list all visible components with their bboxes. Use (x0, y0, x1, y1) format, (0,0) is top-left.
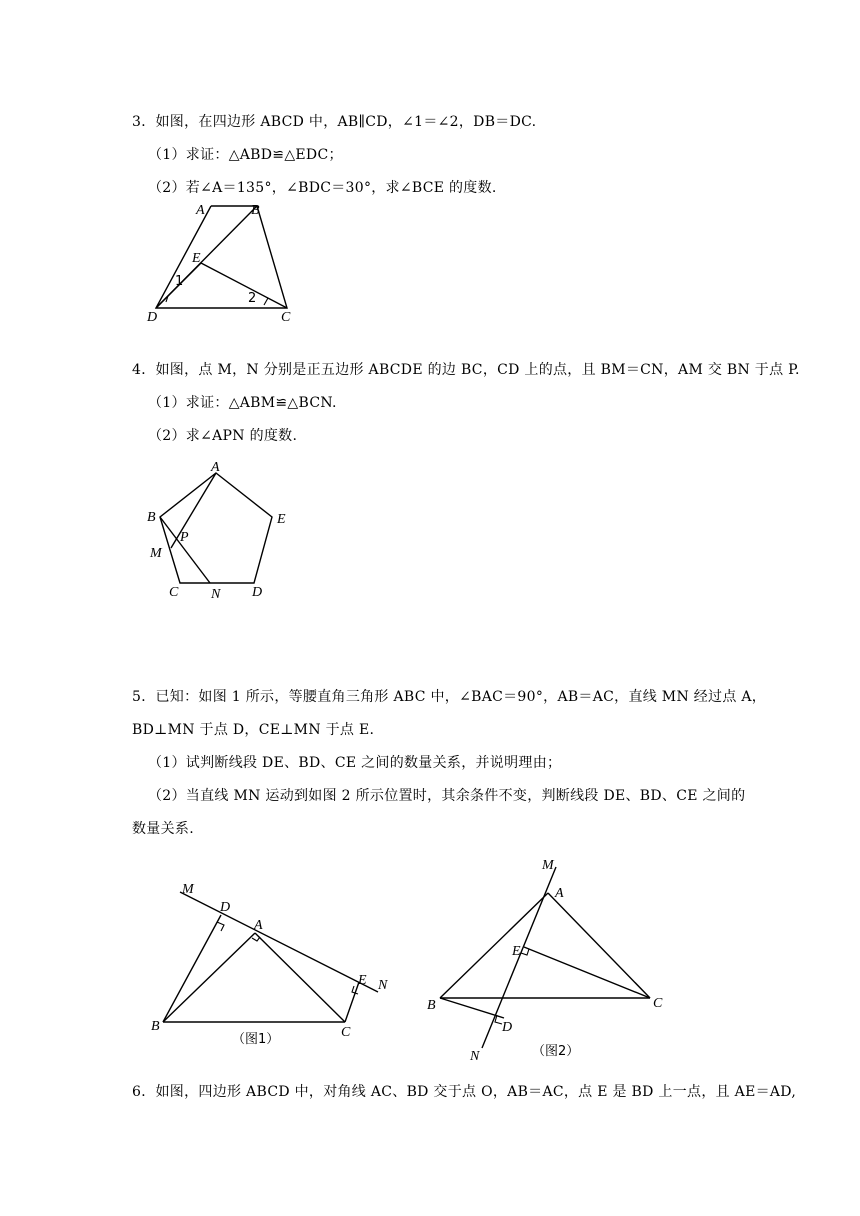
problem-5-part-2: （2）当直线 MN 运动到如图 2 所示位置时，其余条件不变，判断线段 DE、BD、CE 之间的 (148, 788, 746, 804)
label-e: E (358, 973, 367, 988)
label-e: E (192, 251, 201, 266)
label-a: A (211, 460, 220, 475)
problem-4-part-2: （2）求∠APN 的度数. (148, 428, 298, 444)
label-b: B (427, 998, 436, 1013)
problem-5-statement-cont: BD⊥MN 于点 D，CE⊥MN 于点 E. (132, 722, 375, 738)
label-2: 2 (248, 291, 257, 306)
label-d: D (147, 310, 158, 325)
problem-5-statement: 5．已知：如图 1 所示，等腰直角三角形 ABC 中，∠BAC＝90°，AB＝AC，直线 MN 经过点 A， (132, 689, 767, 705)
problem-4-part-1: （1）求证：△ABM≌△BCN. (148, 395, 337, 411)
label-1: 1 (175, 274, 184, 289)
label-b: B (151, 1019, 160, 1034)
label-d: D (502, 1020, 513, 1035)
label-c: C (341, 1025, 351, 1040)
label-a: A (254, 918, 263, 933)
label-n: N (211, 587, 221, 602)
label-c: C (169, 585, 179, 600)
problem-4-statement: 4．如图，点 M，N 分别是正五边形 ABCDE 的边 BC，CD 上的点，且 BM＝CN，AM 交 BN 于点 P. (132, 362, 800, 378)
label-d: D (220, 900, 231, 915)
caption-figure-1: （图1） (232, 1032, 280, 1047)
problem-6-statement: 6．如图，四边形 ABCD 中，对角线 AC、BD 交于点 O，AB＝AC，点 E 是 BD 上一点，且 AE＝AD, (132, 1084, 797, 1100)
problem-3-part-2: （2）若∠A＝135°，∠BDC＝30°，求∠BCE 的度数. (148, 180, 497, 196)
label-d: D (252, 585, 263, 600)
label-b: B (251, 203, 260, 218)
problem-5-part-1: （1）试判断线段 DE、BD、CE 之间的数量关系，并说明理由； (148, 755, 562, 771)
problem-3-figure (140, 198, 310, 328)
label-a: A (196, 203, 205, 218)
label-c: C (653, 996, 663, 1011)
label-m: M (182, 882, 194, 897)
problem-4-figure (140, 455, 300, 605)
label-n: N (470, 1049, 480, 1064)
label-b: B (147, 510, 156, 525)
label-c: C (281, 310, 291, 325)
problem-3-part-1: （1）求证：△ABD≌△EDC； (148, 147, 343, 163)
problem-5-part-2-cont: 数量关系. (132, 821, 194, 837)
label-a: A (555, 886, 564, 901)
label-m: M (542, 858, 554, 873)
label-p: P (180, 530, 189, 545)
label-m: M (150, 546, 162, 561)
label-e: E (512, 944, 521, 959)
problem-5-figure-1 (140, 870, 400, 1055)
label-e: E (277, 512, 286, 527)
label-n: N (378, 978, 388, 993)
caption-figure-2: （图2） (532, 1044, 580, 1059)
problem-5-figure-2 (420, 855, 680, 1070)
problem-3-statement: 3．如图，在四边形 ABCD 中，AB∥CD，∠1＝∠2，DB＝DC. (132, 114, 537, 130)
